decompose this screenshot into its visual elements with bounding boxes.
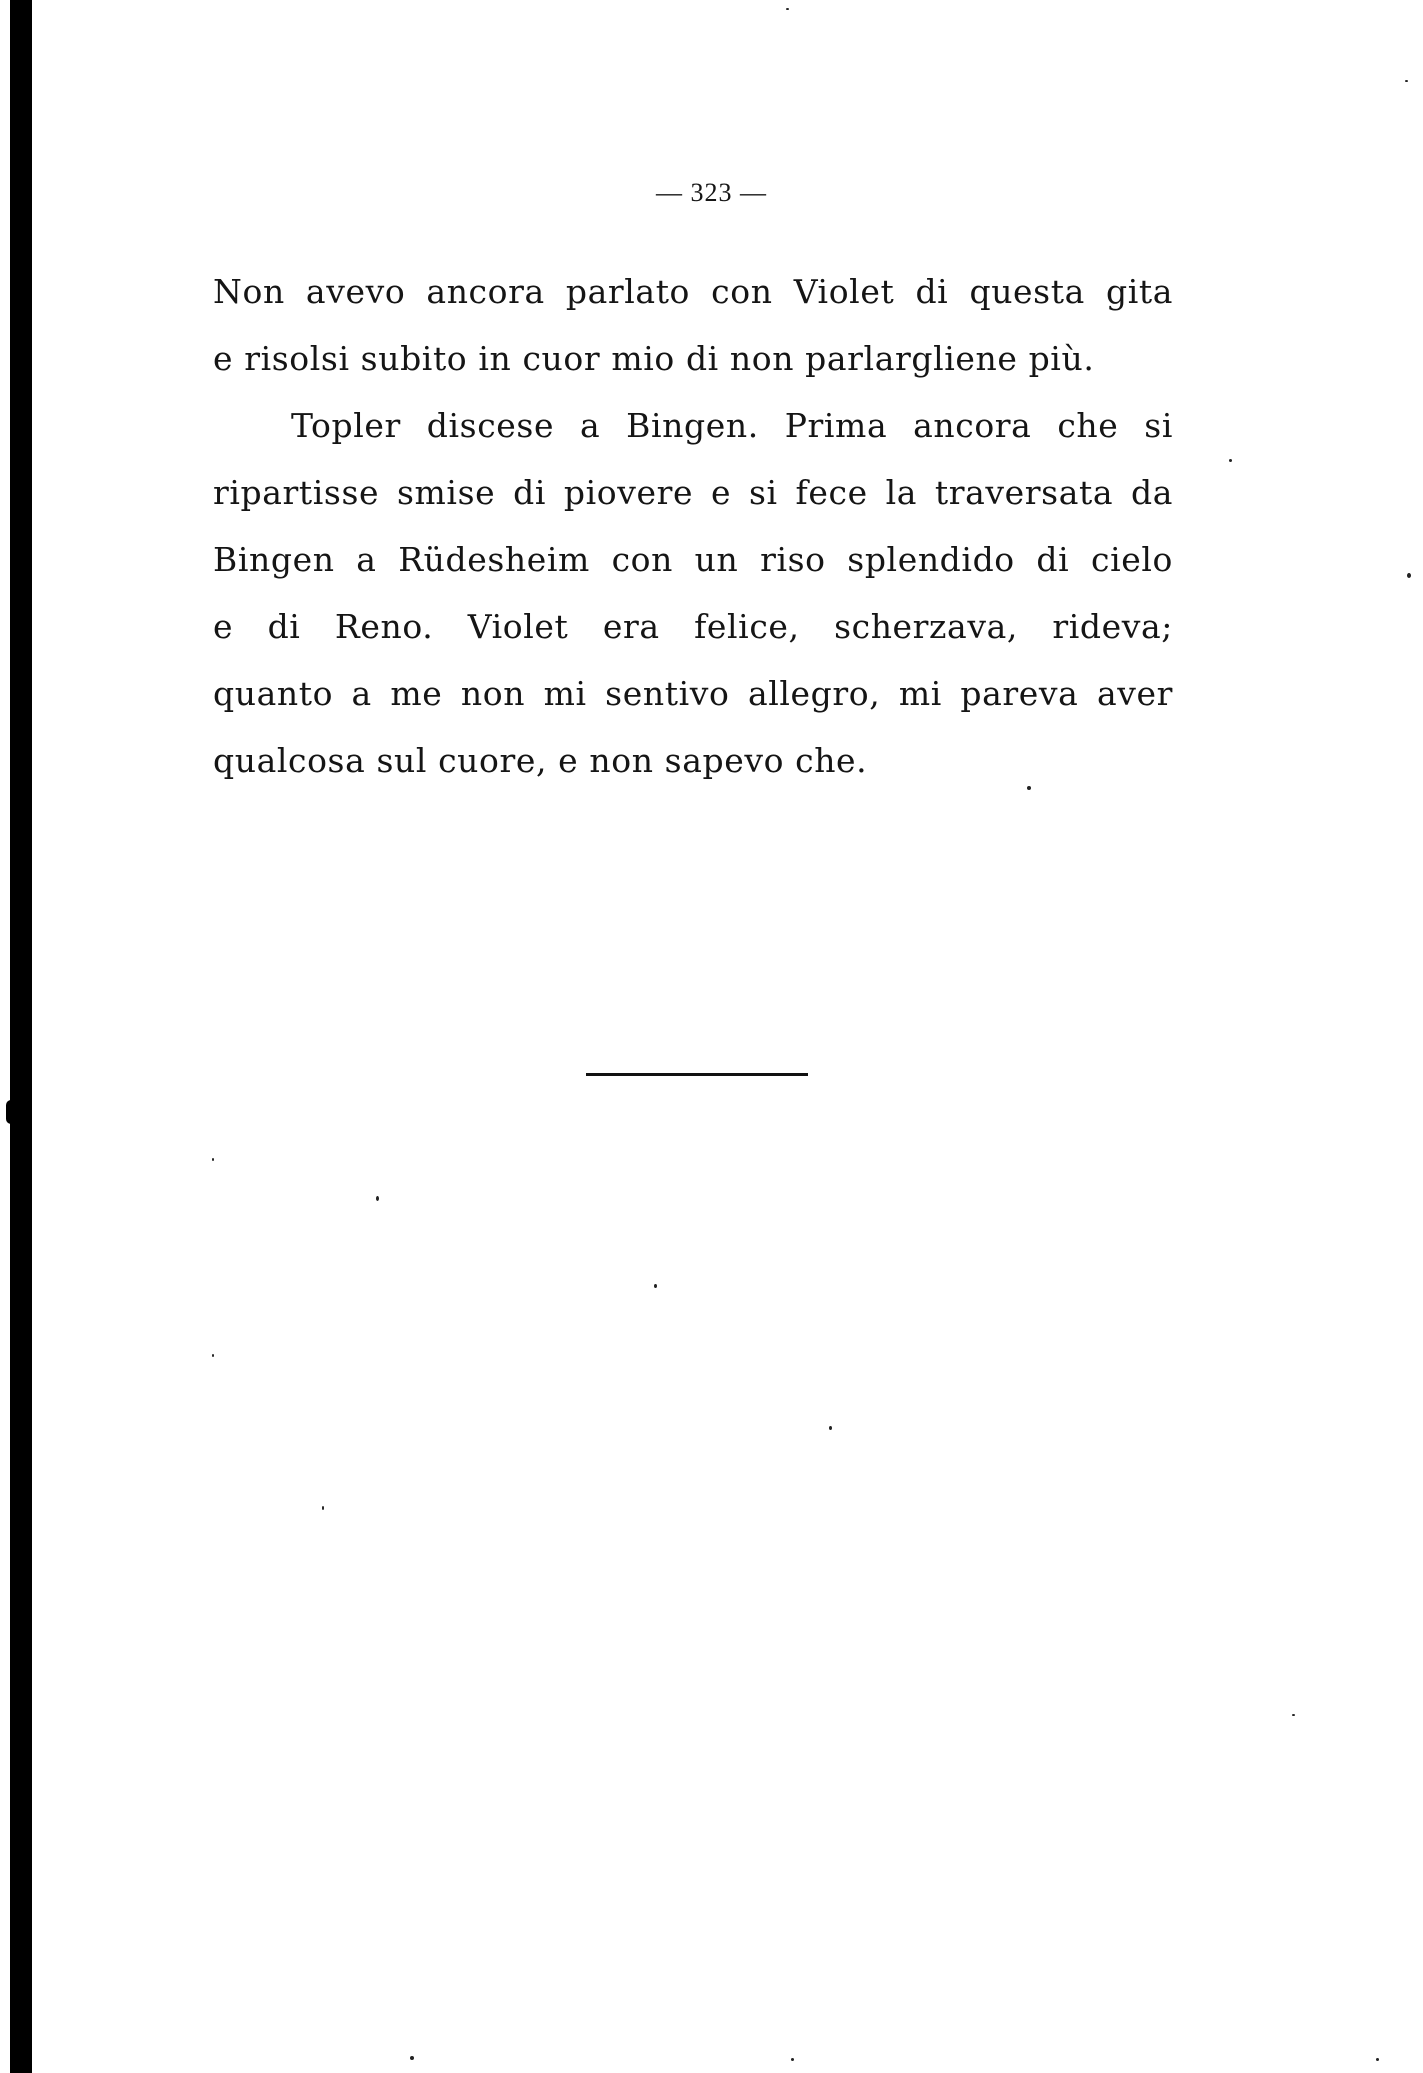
text-line: e risolsi subito in cuor mio di non parlargliene più. (213, 339, 1095, 378)
scan-speck (1229, 459, 1232, 462)
scan-speck (1376, 2058, 1379, 2061)
scan-speck (1292, 1714, 1295, 1716)
text-line: qualcosa sul cuore, e non sapevo che. (213, 741, 868, 780)
scan-speck (410, 2056, 414, 2060)
scan-speck (1027, 786, 1031, 790)
scan-speck (791, 2058, 794, 2061)
binding-notch (6, 1100, 16, 1124)
text-line: Topler discese a Bingen. Prima ancora che si (291, 406, 1173, 445)
page-number: — 323 — (656, 178, 767, 207)
binding-edge (10, 0, 32, 2073)
scan-speck (1405, 80, 1408, 82)
end-rule (586, 1073, 808, 1076)
scan-speck (654, 1284, 657, 1288)
text-line: e di Reno. Violet era felice, scherzava, rideva; (213, 607, 1173, 646)
body-text (213, 258, 1173, 794)
scan-speck (829, 1426, 832, 1430)
text-line: Bingen a Rüdesheim con un riso splendido di cielo (213, 540, 1173, 579)
scan-speck (212, 1158, 214, 1161)
text-line: ripartisse smise di piovere e si fece la traversata da (213, 473, 1173, 512)
text-line: quanto a me non mi sentivo allegro, mi pareva aver (213, 674, 1173, 713)
scan-speck (322, 1506, 324, 1510)
scan-speck (1407, 573, 1411, 578)
scan-speck (376, 1196, 379, 1201)
text-line: Non avevo ancora parlato con Violet di questa gita (213, 272, 1173, 311)
scan-speck (786, 8, 789, 10)
scan-speck (212, 1354, 214, 1357)
